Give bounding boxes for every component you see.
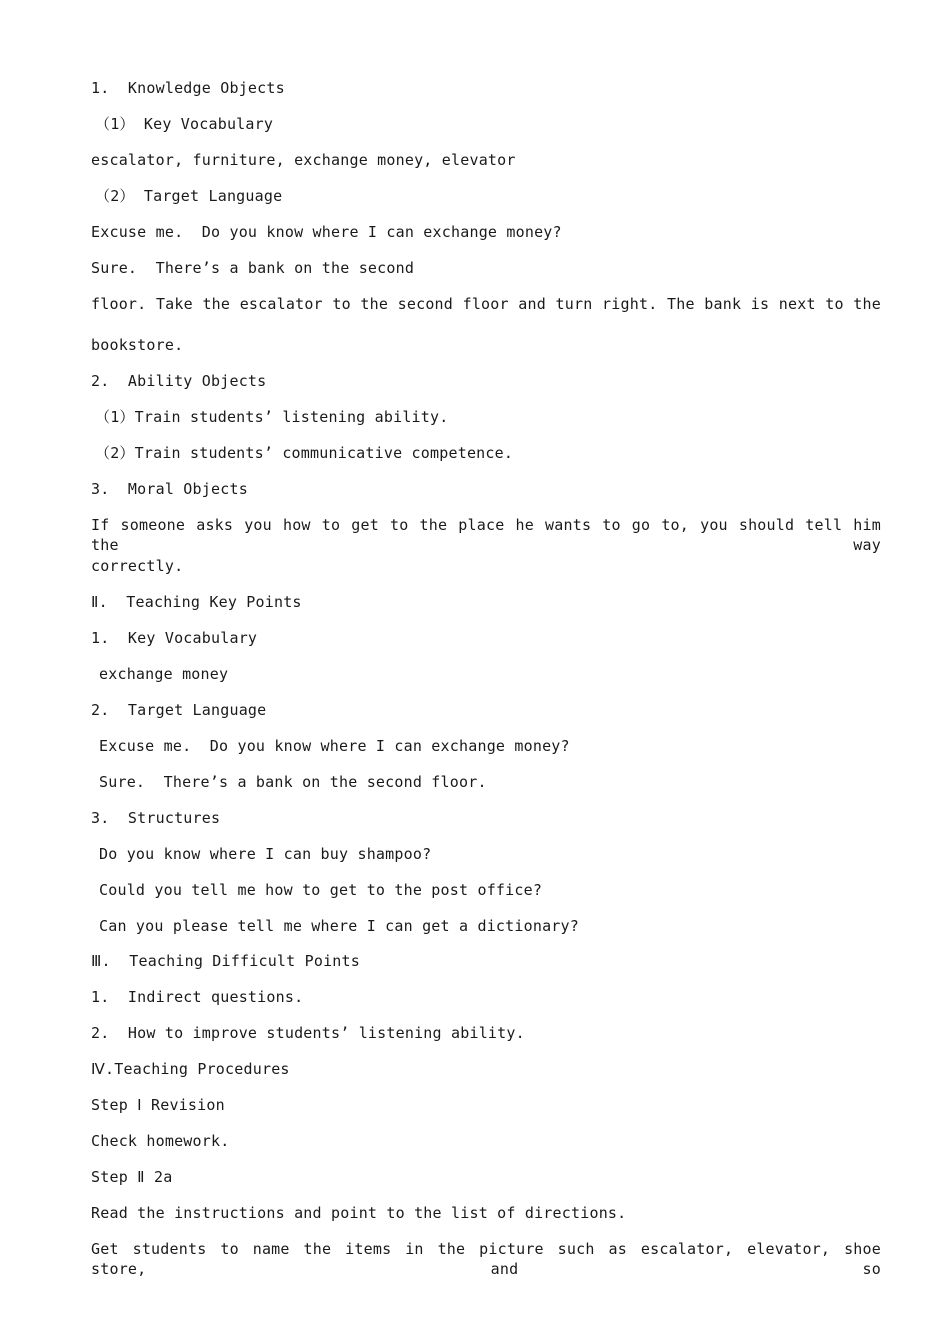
structure-example-shampoo: Do you know where I can buy shampoo?	[99, 845, 432, 863]
structure-example-dictionary: Can you please tell me where I can get a dictionary?	[99, 917, 579, 935]
key-points-target-language-heading: 2. Target Language	[91, 701, 267, 719]
ability-item-communicative: （2）Train students’ communicative competence.	[95, 444, 514, 462]
step-2-heading: Step Ⅱ 2a	[91, 1168, 173, 1186]
step-1-text: Check homework.	[91, 1132, 230, 1150]
step-1-heading: Step Ⅰ Revision	[91, 1096, 225, 1114]
structure-example-post-office: Could you tell me how to get to the post office?	[99, 881, 543, 899]
key-points-vocabulary-item: exchange money	[99, 665, 229, 683]
step-2-instructions: Read the instructions and point to the list of directions.	[91, 1204, 627, 1222]
key-points-question: Excuse me. Do you know where I can exchange money?	[99, 737, 570, 755]
difficult-point-indirect-questions: 1. Indirect questions.	[91, 988, 304, 1006]
ability-item-listening: （1）Train students’ listening ability.	[95, 408, 449, 426]
section-heading-knowledge-objects: 1. Knowledge Objects	[91, 79, 285, 97]
step-2-picture-items: Get students to name the items in the picture such as escalator, elevator, shoe store, and so	[91, 1240, 881, 1278]
key-points-vocabulary-heading: 1. Key Vocabulary	[91, 629, 258, 647]
target-language-answer-part2: floor. Take the escalator to the second floor and turn right. The bank is next to the	[91, 295, 881, 313]
section-heading-teaching-key-points: Ⅱ. Teaching Key Points	[91, 593, 302, 611]
moral-objects-text-end: correctly.	[91, 557, 184, 575]
target-language-answer-part1: Sure. There’s a bank on the second	[91, 259, 415, 277]
subheading-key-vocabulary: （1） Key Vocabulary	[95, 115, 274, 133]
difficult-point-listening: 2. How to improve students’ listening ability.	[91, 1024, 525, 1042]
section-heading-ability-objects: 2. Ability Objects	[91, 372, 267, 390]
subheading-target-language: （2） Target Language	[95, 187, 283, 205]
key-points-answer: Sure. There’s a bank on the second floor.	[99, 773, 487, 791]
moral-objects-text: If someone asks you how to get to the place he wants to go to, you should tell him the way	[91, 516, 881, 554]
section-heading-teaching-procedures: Ⅳ.Teaching Procedures	[91, 1060, 290, 1078]
target-language-question: Excuse me. Do you know where I can exchange money?	[91, 223, 562, 241]
vocabulary-list: escalator, furniture, exchange money, elevator	[91, 151, 516, 169]
section-heading-difficult-points: Ⅲ. Teaching Difficult Points	[91, 952, 361, 970]
target-language-answer-part3: bookstore.	[91, 336, 184, 354]
section-heading-moral-objects: 3. Moral Objects	[91, 480, 248, 498]
structures-heading: 3. Structures	[91, 809, 221, 827]
